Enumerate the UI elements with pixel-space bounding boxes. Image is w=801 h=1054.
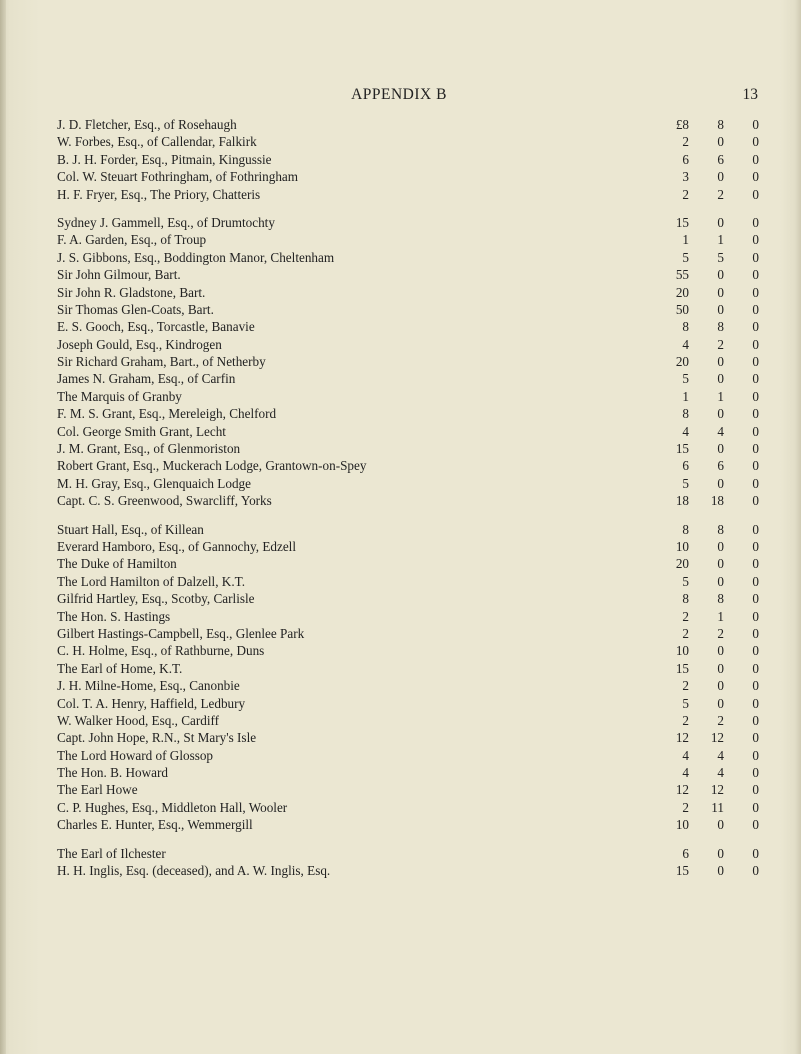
subscriber-name: J. D. Fletcher, Esq., of Rosehaugh: [57, 116, 247, 133]
amount-shillings: 0: [717, 538, 724, 554]
page-spine: [0, 0, 6, 1054]
subscriber-name: F. A. Garden, Esq., of Troup: [57, 231, 216, 248]
subscriber-name: Joseph Gould, Esq., Kindrogen: [57, 336, 232, 353]
amount-shillings: 0: [717, 371, 724, 387]
amount-shillings: 0: [717, 643, 724, 659]
amount-pounds: £8: [675, 117, 689, 132]
amount-pence: 0: [752, 591, 759, 607]
subscriber-name: Capt. C. S. Greenwood, Swarcliff, Yorks: [57, 492, 282, 509]
subscriber-name: H. F. Fryer, Esq., The Priory, Chatteris: [57, 186, 270, 203]
page-title: APPENDIX B: [351, 86, 447, 103]
subscriber-name: Sir Thomas Glen-Coats, Bart.: [57, 301, 224, 318]
subscriber-row: [57, 301, 759, 318]
subscriber-row: [57, 151, 759, 168]
subscriber-row: [57, 862, 759, 879]
amount-pounds: 4: [682, 423, 689, 439]
subscriber-row: [57, 492, 759, 509]
subscriber-name: W. Forbes, Esq., of Callendar, Falkirk: [57, 133, 267, 150]
amount-shillings: 0: [717, 475, 724, 491]
amount-shillings: 0: [717, 354, 724, 370]
amount-pence: 0: [752, 863, 759, 879]
subscriber-name: W. Walker Hood, Esq., Cardiff: [57, 712, 229, 729]
subscriber-row: [57, 370, 759, 387]
amount-pence: 0: [752, 730, 759, 746]
amount-shillings: 4: [717, 765, 724, 781]
amount-shillings: 0: [717, 267, 724, 283]
subscriber-name: B. J. H. Forder, Esq., Pitmain, Kingussie: [57, 151, 282, 168]
subscriber-name: E. S. Gooch, Esq., Torcastle, Banavie: [57, 318, 265, 335]
subscriber-row: [57, 405, 759, 422]
amount-pence: 0: [752, 556, 759, 572]
amount-pounds: 8: [682, 521, 689, 537]
amount-pence: 0: [752, 747, 759, 763]
amount-pence: 0: [752, 799, 759, 815]
amount-pounds: 3: [682, 169, 689, 185]
subscriber-name: C. P. Hughes, Esq., Middleton Hall, Wooler: [57, 799, 297, 816]
subscriber-name: H. H. Inglis, Esq. (deceased), and A. W. Inglis, Esq.: [57, 862, 340, 879]
subscriber-row: [57, 764, 759, 781]
amount-shillings: 11: [711, 799, 724, 815]
subscriber-name: J. H. Milne-Home, Esq., Canonbie: [57, 677, 250, 694]
subscriber-name: The Earl of Home, K.T.: [57, 660, 192, 677]
amount-shillings: 1: [717, 388, 724, 404]
subscriber-row: [57, 781, 759, 798]
amount-pence: 0: [752, 643, 759, 659]
subscriber-row: [57, 816, 759, 833]
amount-pounds: 5: [682, 249, 689, 265]
subscriber-row: [57, 695, 759, 712]
amount-pounds: 2: [682, 712, 689, 728]
amount-pence: 0: [752, 151, 759, 167]
amount-pence: 0: [752, 249, 759, 265]
subscriber-name: Sydney J. Gammell, Esq., of Drumtochty: [57, 214, 285, 231]
subscriber-row: [57, 608, 759, 625]
subscriber-row: [57, 318, 759, 335]
amount-pounds: 15: [675, 660, 689, 676]
subscriber-row: [57, 440, 759, 457]
amount-shillings: 0: [717, 817, 724, 833]
amount-shillings: 8: [717, 521, 724, 537]
amount-shillings: 2: [717, 336, 724, 352]
amount-pence: 0: [752, 301, 759, 317]
amount-pounds: 5: [682, 475, 689, 491]
amount-pounds: 2: [682, 625, 689, 641]
amount-shillings: 8: [717, 319, 724, 335]
subscriber-row: [57, 845, 759, 862]
amount-shillings: 1: [717, 232, 724, 248]
subscriber-row: [57, 186, 759, 203]
subscriber-row: [57, 168, 759, 185]
subscriber-row: [57, 625, 759, 642]
amount-shillings: 0: [717, 695, 724, 711]
amount-pence: 0: [752, 660, 759, 676]
subscriber-row: [57, 538, 759, 555]
amount-pounds: 8: [682, 319, 689, 335]
subscriber-name: Gilbert Hastings-Campbell, Esq., Glenlee Park: [57, 625, 314, 642]
subscriber-row: [57, 712, 759, 729]
amount-pounds: 6: [682, 151, 689, 167]
amount-shillings: 1: [717, 608, 724, 624]
subscriber-name: C. H. Holme, Esq., of Rathburne, Duns: [57, 642, 274, 659]
subscriber-name: The Marquis of Granby: [57, 388, 192, 405]
amount-pounds: 20: [675, 284, 689, 300]
amount-shillings: 0: [717, 845, 724, 861]
subscriber-row: [57, 457, 759, 474]
subscriber-row: [57, 353, 759, 370]
amount-pence: 0: [752, 538, 759, 554]
subscriber-row: [57, 214, 759, 231]
amount-pounds: 8: [682, 591, 689, 607]
amount-pounds: 2: [682, 678, 689, 694]
amount-pence: 0: [752, 336, 759, 352]
amount-pence: 0: [752, 458, 759, 474]
amount-pounds: 15: [675, 214, 689, 230]
subscriber-row: [57, 642, 759, 659]
subscriber-row: [57, 729, 759, 746]
subscriber-row: [57, 747, 759, 764]
subscriber-name: F. M. S. Grant, Esq., Mereleigh, Chelford: [57, 405, 286, 422]
amount-pence: 0: [752, 695, 759, 711]
amount-pounds: 20: [675, 354, 689, 370]
subscriber-row: [57, 799, 759, 816]
amount-pounds: 4: [682, 336, 689, 352]
amount-pence: 0: [752, 267, 759, 283]
amount-shillings: 12: [710, 782, 724, 798]
amount-pence: 0: [752, 232, 759, 248]
amount-pence: 0: [752, 284, 759, 300]
subscriber-name: The Earl of Ilchester: [57, 845, 176, 862]
subscriber-name: Col. T. A. Henry, Haffield, Ledbury: [57, 695, 255, 712]
amount-shillings: 8: [717, 591, 724, 607]
subscriber-row: [57, 266, 759, 283]
subscriber-row: [57, 573, 759, 590]
subscriber-row: [57, 284, 759, 301]
amount-shillings: 0: [717, 660, 724, 676]
subscriber-row: [57, 660, 759, 677]
amount-shillings: 0: [717, 573, 724, 589]
amount-pence: 0: [752, 608, 759, 624]
amount-pence: 0: [752, 712, 759, 728]
page-header: [40, 86, 758, 108]
subscriber-name: Sir Richard Graham, Bart., of Netherby: [57, 353, 276, 370]
subscriber-name: The Hon. B. Howard: [57, 764, 178, 781]
amount-pence: 0: [752, 817, 759, 833]
amount-pounds: 1: [682, 232, 689, 248]
amount-pounds: 6: [682, 845, 689, 861]
amount-shillings: 12: [710, 730, 724, 746]
amount-pence: 0: [752, 117, 759, 132]
amount-shillings: 6: [717, 458, 724, 474]
amount-pounds: 5: [682, 573, 689, 589]
subscriber-row: [57, 388, 759, 405]
subscriber-name: Charles E. Hunter, Esq., Wemmergill: [57, 816, 263, 833]
subscriber-row: [57, 521, 759, 538]
subscriber-row: [57, 475, 759, 492]
amount-shillings: 5: [717, 249, 724, 265]
amount-pence: 0: [752, 134, 759, 150]
subscriber-name: The Duke of Hamilton: [57, 555, 187, 572]
subscriber-name: James N. Graham, Esq., of Carfin: [57, 370, 245, 387]
amount-pence: 0: [752, 521, 759, 537]
amount-pounds: 1: [682, 388, 689, 404]
amount-pounds: 2: [682, 134, 689, 150]
amount-pounds: 15: [675, 441, 689, 457]
subscriber-name: Robert Grant, Esq., Muckerach Lodge, Grantown-on-Spey: [57, 457, 376, 474]
amount-shillings: 0: [717, 214, 724, 230]
amount-pence: 0: [752, 214, 759, 230]
amount-pounds: 12: [675, 730, 689, 746]
amount-shillings: 2: [717, 625, 724, 641]
subscriber-name: Everard Hamboro, Esq., of Gannochy, Edzell: [57, 538, 306, 555]
subscriber-row: [57, 423, 759, 440]
amount-shillings: 4: [717, 747, 724, 763]
group-spacer: [57, 203, 759, 214]
amount-shillings: 18: [710, 493, 724, 509]
amount-pence: 0: [752, 493, 759, 509]
subscriber-list: [57, 116, 759, 879]
amount-pence: 0: [752, 475, 759, 491]
amount-pence: 0: [752, 169, 759, 185]
amount-shillings: 0: [717, 169, 724, 185]
subscriber-name: The Earl Howe: [57, 781, 148, 798]
amount-pence: 0: [752, 423, 759, 439]
amount-pounds: 2: [682, 608, 689, 624]
subscriber-name: Sir John Gilmour, Bart.: [57, 266, 191, 283]
amount-pence: 0: [752, 678, 759, 694]
amount-pounds: 2: [682, 799, 689, 815]
group-spacer: [57, 510, 759, 521]
subscriber-name: M. H. Gray, Esq., Glenquaich Lodge: [57, 475, 261, 492]
amount-pence: 0: [752, 845, 759, 861]
subscriber-row: [57, 677, 759, 694]
amount-pounds: 5: [682, 371, 689, 387]
amount-pence: 0: [752, 573, 759, 589]
amount-pence: 0: [752, 441, 759, 457]
subscriber-name: Gilfrid Hartley, Esq., Scotby, Carlisle: [57, 590, 265, 607]
subscriber-name: The Lord Hamilton of Dalzell, K.T.: [57, 573, 255, 590]
amount-shillings: 0: [717, 556, 724, 572]
subscriber-name: J. S. Gibbons, Esq., Boddington Manor, Cheltenham: [57, 249, 344, 266]
amount-pounds: 12: [675, 782, 689, 798]
amount-pounds: 10: [675, 538, 689, 554]
amount-pence: 0: [752, 782, 759, 798]
subscriber-row: [57, 133, 759, 150]
amount-pounds: 6: [682, 458, 689, 474]
subscriber-name: Col. George Smith Grant, Lecht: [57, 423, 236, 440]
page-number: 13: [742, 86, 758, 103]
subscriber-name: Stuart Hall, Esq., of Killean: [57, 521, 214, 538]
amount-pence: 0: [752, 186, 759, 202]
amount-pounds: 2: [682, 186, 689, 202]
amount-shillings: 0: [717, 678, 724, 694]
amount-shillings: 4: [717, 423, 724, 439]
amount-shillings: 6: [717, 151, 724, 167]
amount-pounds: 55: [675, 267, 689, 283]
amount-pounds: 15: [675, 863, 689, 879]
subscriber-name: The Hon. S. Hastings: [57, 608, 180, 625]
amount-pounds: 5: [682, 695, 689, 711]
amount-shillings: 0: [717, 406, 724, 422]
amount-pounds: 4: [682, 747, 689, 763]
subscriber-row: [57, 336, 759, 353]
amount-shillings: 0: [717, 863, 724, 879]
subscriber-name: Col. W. Steuart Fothringham, of Fothringham: [57, 168, 308, 185]
group-spacer: [57, 834, 759, 845]
amount-pence: 0: [752, 765, 759, 781]
amount-pence: 0: [752, 406, 759, 422]
subscriber-row: [57, 590, 759, 607]
amount-shillings: 2: [717, 186, 724, 202]
amount-pounds: 10: [675, 817, 689, 833]
amount-pence: 0: [752, 371, 759, 387]
amount-pence: 0: [752, 319, 759, 335]
amount-shillings: 8: [717, 117, 724, 132]
amount-pence: 0: [752, 388, 759, 404]
subscriber-name: Sir John R. Gladstone, Bart.: [57, 284, 215, 301]
amount-pence: 0: [752, 625, 759, 641]
subscriber-name: The Lord Howard of Glossop: [57, 747, 223, 764]
amount-shillings: 2: [717, 712, 724, 728]
amount-pounds: 50: [675, 301, 689, 317]
subscriber-row: [57, 249, 759, 266]
amount-shillings: 0: [717, 441, 724, 457]
subscriber-name: Capt. John Hope, R.N., St Mary's Isle: [57, 729, 266, 746]
amount-pounds: 10: [675, 643, 689, 659]
subscriber-row: [57, 555, 759, 572]
subscriber-row: [57, 116, 759, 133]
amount-shillings: 0: [717, 301, 724, 317]
subscriber-name: J. M. Grant, Esq., of Glenmoriston: [57, 440, 250, 457]
subscriber-row: [57, 231, 759, 248]
amount-shillings: 0: [717, 134, 724, 150]
amount-shillings: 0: [717, 284, 724, 300]
amount-pounds: 8: [682, 406, 689, 422]
amount-pence: 0: [752, 354, 759, 370]
amount-pounds: 20: [675, 556, 689, 572]
amount-pounds: 18: [675, 493, 689, 509]
amount-pounds: 4: [682, 765, 689, 781]
